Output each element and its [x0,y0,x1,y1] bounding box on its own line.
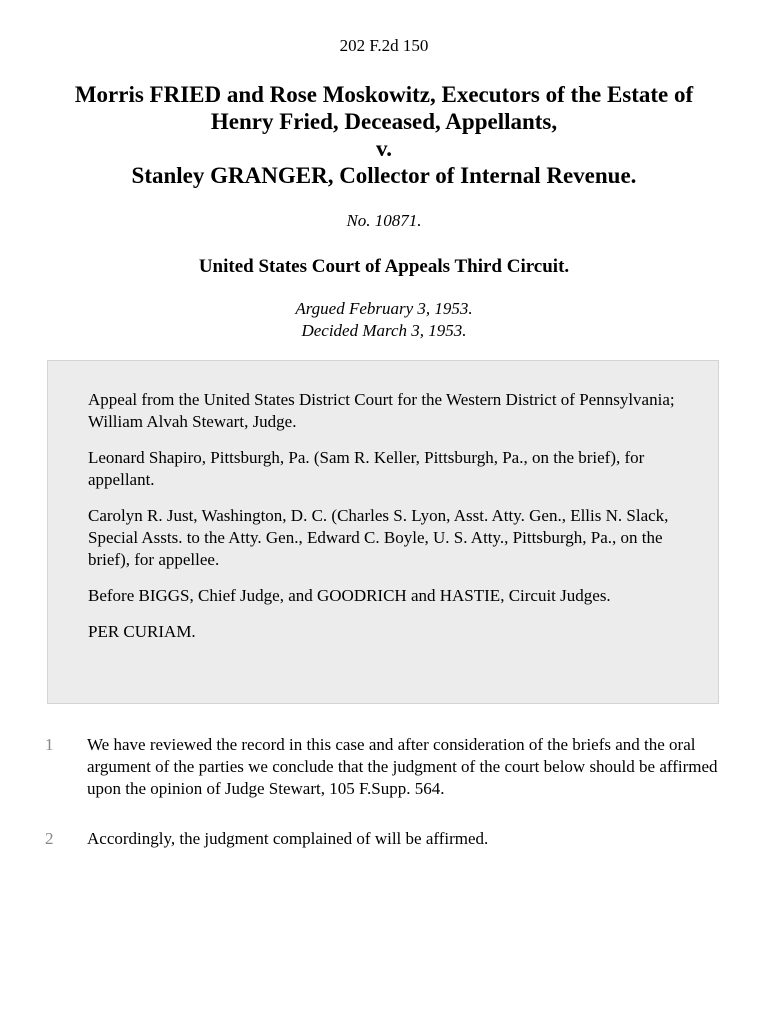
case-title-line-1: Morris FRIED and Rose Moskowitz, Executors of the Estate of [74,82,694,107]
case-citation: 202 F.2d 150 [339,36,429,55]
court-name: United States Court of Appeals Third Circuit. [198,256,570,277]
paragraph-number: 2 [45,829,54,848]
case-title-line-3: v. [376,136,392,161]
headnote-box [47,360,719,704]
case-title [20,81,748,189]
decided-date: Decided March 3, 1953. [301,321,467,340]
appellant-counsel: Leonard Shapiro, Pittsburgh, Pa. (Sam R. Keller, Pittsburgh, Pa., on the brief), for appellant. [88,448,645,489]
appellee-counsel: Carolyn R. Just, Washington, D. C. (Charles S. Lyon, Asst. Atty. Gen., Ellis N. Slack, Special Assts. to the Atty. Gen., Edward C. Boyle, U. S. Atty., Pittsburgh, Pa., on the brief), for appellee. [88,506,669,569]
appeal-statement: Appeal from the United States District Court for the Western District of Pennsylvania; William Alvah Stewart, Judge. [88,390,675,431]
paragraph-text: We have reviewed the record in this case and after consideration of the briefs and the oral argument of the parties we conclude that the judgment of the court below should be affirmed upon the opinion of Judge Stewart, 105 F.Supp. 564. [87,735,718,798]
docket-number: No. 10871. [346,211,422,230]
case-dates [0,298,768,342]
per-curiam-label: PER CURIAM. [88,622,196,641]
argued-date: Argued February 3, 1953. [295,299,473,318]
panel-judges: Before BIGGS, Chief Judge, and GOODRICH and HASTIE, Circuit Judges. [88,586,611,605]
case-title-line-2: Henry Fried, Deceased, Appellants, [210,109,558,134]
paragraph-text: Accordingly, the judgment complained of will be affirmed. [87,829,489,848]
paragraph-number: 1 [45,735,54,754]
case-title-line-4: Stanley GRANGER, Collector of Internal Revenue. [131,163,637,188]
